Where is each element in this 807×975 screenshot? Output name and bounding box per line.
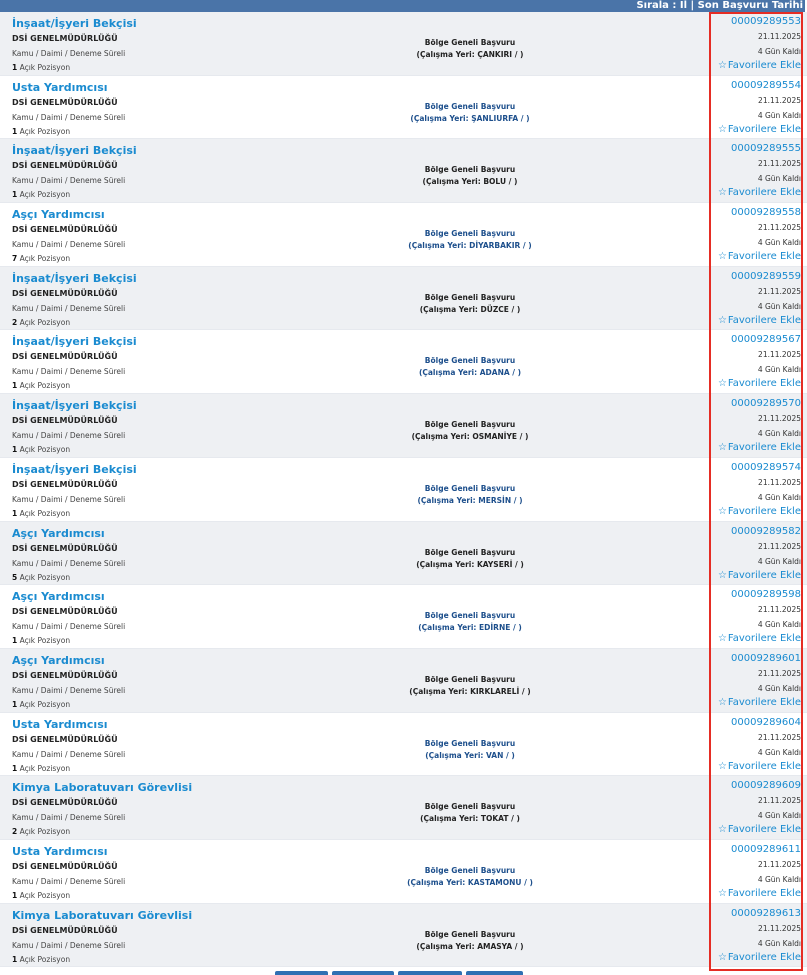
work-location: (Çalışma Yeri: EDİRNE / ) bbox=[418, 623, 522, 633]
positions-label: Açık Pozisyon bbox=[17, 126, 71, 136]
positions-label: Açık Pozisyon bbox=[17, 827, 71, 837]
star-icon: ☆ bbox=[717, 760, 727, 772]
job-title-link[interactable]: İnşaat/İşyeri Bekçisi bbox=[12, 462, 137, 476]
employment-type: Kamu / Daimi / Deneme Süreli bbox=[12, 49, 126, 58]
listing-row[interactable] bbox=[0, 12, 807, 76]
work-location: (Çalışma Yeri: BOLU / ) bbox=[422, 177, 518, 187]
positions-label: Açık Pozisyon bbox=[17, 254, 71, 264]
listing-row[interactable] bbox=[0, 394, 807, 458]
employment-type: Kamu / Daimi / Deneme Süreli bbox=[12, 303, 126, 313]
listing-row[interactable] bbox=[0, 203, 807, 267]
organization-name: DSİ GENELMÜDÜRLÜĞÜ bbox=[12, 34, 118, 43]
listing-code-link[interactable]: 00009289558 bbox=[731, 207, 801, 219]
listing-code-link[interactable]: 00009289555 bbox=[731, 143, 801, 155]
star-icon: ☆ bbox=[717, 887, 727, 899]
organization-name: DSİ GENELMÜDÜRLÜĞÜ bbox=[12, 288, 118, 298]
days-remaining: 4 Gün Kaldı bbox=[757, 683, 801, 693]
job-title-link[interactable]: Kimya Laboratuvarı Görevlisi bbox=[12, 908, 193, 922]
days-remaining: 4 Gün Kaldı bbox=[757, 238, 801, 248]
positions-label: Açık Pozisyon bbox=[17, 763, 71, 773]
positions-count: 1 bbox=[12, 890, 18, 900]
application-scope: Bölge Geneli Başvuru bbox=[424, 165, 516, 175]
job-listings bbox=[0, 12, 807, 967]
listing-code-link[interactable]: 00009289574 bbox=[731, 461, 801, 473]
add-to-favorites-link[interactable] bbox=[718, 60, 801, 71]
positions-count: 5 bbox=[12, 572, 18, 582]
days-remaining: 4 Gün Kaldı bbox=[757, 747, 801, 757]
job-title-link[interactable]: İnşaat/İşyeri Bekçisi bbox=[12, 399, 137, 413]
listing-code-link[interactable]: 00009289601 bbox=[731, 652, 801, 664]
work-location: (Çalışma Yeri: TOKAT / ) bbox=[420, 814, 520, 824]
application-scope: Bölge Geneli Başvuru bbox=[424, 865, 516, 875]
favorites-label: Favorilere Ekle bbox=[727, 824, 801, 836]
add-to-favorites-link[interactable] bbox=[718, 761, 801, 772]
star-icon: ☆ bbox=[717, 60, 727, 71]
work-location: (Çalışma Yeri: KASTAMONU / ) bbox=[407, 877, 533, 887]
work-location: (Çalışma Yeri: DÜZCE / ) bbox=[419, 304, 521, 314]
open-positions bbox=[12, 573, 70, 582]
favorites-label: Favorilere Ekle bbox=[727, 569, 801, 581]
deadline-date: 21.11.2025 bbox=[758, 414, 801, 424]
deadline-date: 21.11.2025 bbox=[758, 732, 801, 742]
employment-type: Kamu / Daimi / Deneme Süreli bbox=[12, 685, 126, 695]
job-title-link[interactable]: Aşçı Yardımcısı bbox=[12, 590, 105, 604]
deadline-date: 21.11.2025 bbox=[758, 223, 801, 233]
organization-name: DSİ GENELMÜDÜRLÜĞÜ bbox=[12, 543, 118, 553]
open-positions bbox=[12, 127, 70, 136]
positions-label: Açık Pozisyon bbox=[17, 699, 71, 709]
positions-label: Açık Pozisyon bbox=[17, 636, 71, 646]
deadline-date: 21.11.2025 bbox=[758, 668, 801, 678]
job-title-link[interactable]: İnşaat/İşyeri Bekçisi bbox=[12, 144, 137, 158]
work-location: (Çalışma Yeri: ADANA / ) bbox=[418, 368, 522, 378]
deadline-date: 21.11.2025 bbox=[758, 159, 801, 169]
pager-button[interactable] bbox=[398, 971, 462, 975]
listing-row[interactable] bbox=[0, 904, 807, 968]
employment-type: Kamu / Daimi / Deneme Süreli bbox=[12, 494, 126, 504]
favorites-label: Favorilere Ekle bbox=[727, 505, 801, 517]
positions-count: 1 bbox=[12, 190, 18, 200]
deadline-date: 21.11.2025 bbox=[758, 605, 801, 615]
listing-code-link[interactable]: 00009289598 bbox=[731, 589, 801, 601]
open-positions bbox=[12, 63, 70, 72]
positions-label: Açık Pozisyon bbox=[17, 381, 71, 391]
sort-label[interactable]: Sırala : İl | Son Başvuru Tarihi bbox=[636, 0, 803, 11]
deadline-date: 21.11.2025 bbox=[758, 477, 801, 487]
add-to-favorites-link[interactable] bbox=[718, 570, 801, 581]
organization-name: DSİ GENELMÜDÜRLÜĞÜ bbox=[12, 161, 118, 171]
open-positions bbox=[12, 827, 70, 836]
favorites-label: Favorilere Ekle bbox=[727, 887, 801, 899]
favorites-label: Favorilere Ekle bbox=[727, 633, 801, 645]
listing-code-link[interactable]: 00009289611 bbox=[731, 843, 801, 855]
positions-label: Açık Pozisyon bbox=[17, 890, 71, 900]
star-icon: ☆ bbox=[717, 378, 727, 390]
application-scope: Bölge Geneli Başvuru bbox=[424, 929, 516, 939]
organization-name: DSİ GENELMÜDÜRLÜĞÜ bbox=[12, 225, 118, 235]
favorites-label: Favorilere Ekle bbox=[727, 378, 801, 390]
work-location: (Çalışma Yeri: OSMANİYE / ) bbox=[411, 432, 529, 442]
add-to-favorites-link[interactable] bbox=[718, 888, 801, 899]
open-positions bbox=[12, 891, 70, 900]
add-to-favorites-link[interactable] bbox=[718, 506, 801, 517]
add-to-favorites-link[interactable] bbox=[718, 633, 801, 644]
job-title-link[interactable]: Usta Yardımcısı bbox=[12, 717, 108, 731]
work-location: (Çalışma Yeri: KAYSERİ / ) bbox=[416, 559, 524, 569]
listing-code-link[interactable]: 00009289567 bbox=[731, 334, 801, 346]
star-icon: ☆ bbox=[717, 633, 727, 645]
employment-type: Kamu / Daimi / Deneme Süreli bbox=[12, 367, 126, 377]
listing-row[interactable] bbox=[0, 776, 807, 840]
open-positions bbox=[12, 381, 70, 390]
favorites-label: Favorilere Ekle bbox=[727, 251, 801, 263]
organization-name: DSİ GENELMÜDÜRLÜĞÜ bbox=[12, 670, 118, 680]
positions-label: Açık Pozisyon bbox=[17, 317, 71, 327]
deadline-date: 21.11.2025 bbox=[758, 541, 801, 551]
application-scope: Bölge Geneli Başvuru bbox=[424, 738, 516, 748]
application-scope: Bölge Geneli Başvuru bbox=[424, 38, 516, 47]
positions-label: Açık Pozisyon bbox=[17, 572, 71, 582]
add-to-favorites-link[interactable] bbox=[718, 442, 801, 453]
application-scope: Bölge Geneli Başvuru bbox=[424, 547, 516, 557]
work-location: (Çalışma Yeri: ŞANLIURFA / ) bbox=[410, 113, 530, 123]
positions-count: 1 bbox=[12, 636, 18, 646]
star-icon: ☆ bbox=[717, 569, 727, 581]
job-title-link[interactable]: İnşaat/İşyeri Bekçisi bbox=[12, 17, 137, 30]
positions-label: Açık Pozisyon bbox=[17, 63, 71, 72]
listing-code-link[interactable]: 00009289609 bbox=[731, 780, 801, 792]
application-scope: Bölge Geneli Başvuru bbox=[424, 802, 516, 812]
open-positions bbox=[12, 764, 70, 773]
work-location: (Çalışma Yeri: AMASYA / ) bbox=[416, 941, 524, 951]
application-scope: Bölge Geneli Başvuru bbox=[424, 420, 516, 430]
listing-code-link[interactable]: 00009289582 bbox=[731, 525, 801, 537]
add-to-favorites-link[interactable] bbox=[718, 315, 801, 326]
deadline-date: 21.11.2025 bbox=[758, 32, 801, 41]
star-icon: ☆ bbox=[717, 314, 727, 326]
positions-count: 2 bbox=[12, 827, 18, 837]
listing-row[interactable] bbox=[0, 585, 807, 649]
organization-name: DSİ GENELMÜDÜRLÜĞÜ bbox=[12, 352, 118, 362]
add-to-favorites-link[interactable] bbox=[718, 187, 801, 198]
add-to-favorites-link[interactable] bbox=[718, 952, 801, 963]
favorites-label: Favorilere Ekle bbox=[727, 123, 801, 135]
favorites-label: Favorilere Ekle bbox=[727, 60, 801, 71]
deadline-date: 21.11.2025 bbox=[758, 923, 801, 933]
listing-code-link[interactable]: 00009289559 bbox=[731, 270, 801, 282]
open-positions bbox=[12, 700, 70, 709]
pager-button[interactable] bbox=[332, 971, 394, 975]
organization-name: DSİ GENELMÜDÜRLÜĞÜ bbox=[12, 97, 118, 107]
days-remaining: 4 Gün Kaldı bbox=[757, 620, 801, 630]
pager-button[interactable] bbox=[275, 971, 328, 975]
open-positions bbox=[12, 318, 70, 327]
pager-button[interactable] bbox=[466, 971, 523, 975]
employment-type: Kamu / Daimi / Deneme Süreli bbox=[12, 622, 126, 632]
employment-type: Kamu / Daimi / Deneme Süreli bbox=[12, 940, 126, 950]
job-title-link[interactable]: Kimya Laboratuvarı Görevlisi bbox=[12, 781, 193, 795]
work-location: (Çalışma Yeri: MERSİN / ) bbox=[417, 495, 523, 505]
open-positions bbox=[12, 190, 70, 199]
job-title-link[interactable]: İnşaat/İşyeri Bekçisi bbox=[12, 271, 137, 285]
star-icon: ☆ bbox=[717, 123, 727, 135]
application-scope: Bölge Geneli Başvuru bbox=[424, 229, 516, 239]
job-title-link[interactable]: Aşçı Yardımcısı bbox=[12, 208, 105, 222]
listing-code-link[interactable]: 00009289554 bbox=[731, 79, 801, 91]
listing-row[interactable] bbox=[0, 458, 807, 522]
days-remaining: 4 Gün Kaldı bbox=[757, 811, 801, 821]
add-to-favorites-link[interactable] bbox=[718, 378, 801, 389]
days-remaining: 4 Gün Kaldı bbox=[757, 47, 801, 56]
application-scope: Bölge Geneli Başvuru bbox=[424, 292, 516, 302]
employment-type: Kamu / Daimi / Deneme Süreli bbox=[12, 431, 126, 441]
employment-type: Kamu / Daimi / Deneme Süreli bbox=[12, 176, 126, 186]
star-icon: ☆ bbox=[717, 251, 727, 263]
star-icon: ☆ bbox=[717, 505, 727, 517]
days-remaining: 4 Gün Kaldı bbox=[757, 174, 801, 184]
application-scope: Bölge Geneli Başvuru bbox=[424, 611, 516, 621]
listing-row[interactable] bbox=[0, 76, 807, 140]
positions-count: 2 bbox=[12, 317, 18, 327]
work-location: (Çalışma Yeri: ÇANKIRI / ) bbox=[416, 50, 524, 59]
deadline-date: 21.11.2025 bbox=[758, 286, 801, 296]
work-location: (Çalışma Yeri: DİYARBAKIR / ) bbox=[408, 241, 532, 251]
add-to-favorites-link[interactable] bbox=[718, 697, 801, 708]
star-icon: ☆ bbox=[717, 442, 727, 454]
job-title-link[interactable]: Aşçı Yardımcısı bbox=[12, 653, 105, 667]
positions-count: 1 bbox=[12, 63, 18, 72]
deadline-date: 21.11.2025 bbox=[758, 796, 801, 806]
deadline-date: 21.11.2025 bbox=[758, 859, 801, 869]
star-icon: ☆ bbox=[717, 824, 727, 836]
organization-name: DSİ GENELMÜDÜRLÜĞÜ bbox=[12, 798, 118, 808]
listing-row[interactable] bbox=[0, 649, 807, 713]
employment-type: Kamu / Daimi / Deneme Süreli bbox=[12, 240, 126, 250]
organization-name: DSİ GENELMÜDÜRLÜĞÜ bbox=[12, 479, 118, 489]
organization-name: DSİ GENELMÜDÜRLÜĞÜ bbox=[12, 416, 118, 426]
positions-count: 7 bbox=[12, 254, 18, 264]
sort-header-bar[interactable] bbox=[0, 0, 805, 12]
listing-code-link[interactable]: 00009289613 bbox=[731, 907, 801, 919]
add-to-favorites-link[interactable] bbox=[718, 124, 801, 135]
job-title-link[interactable]: İnşaat/İşyeri Bekçisi bbox=[12, 335, 137, 349]
listing-row[interactable] bbox=[0, 522, 807, 586]
listing-code-link[interactable]: 00009289570 bbox=[731, 398, 801, 410]
work-location: (Çalışma Yeri: KIRKLARELİ / ) bbox=[409, 686, 531, 696]
open-positions bbox=[12, 636, 70, 645]
days-remaining: 4 Gün Kaldı bbox=[757, 365, 801, 375]
listing-row[interactable] bbox=[0, 840, 807, 904]
positions-count: 1 bbox=[12, 445, 18, 455]
days-remaining: 4 Gün Kaldı bbox=[757, 110, 801, 120]
open-positions bbox=[12, 509, 70, 518]
job-title-link[interactable]: Aşçı Yardımcısı bbox=[12, 526, 105, 540]
favorites-label: Favorilere Ekle bbox=[727, 314, 801, 326]
star-icon: ☆ bbox=[717, 696, 727, 708]
open-positions bbox=[12, 254, 70, 263]
positions-label: Açık Pozisyon bbox=[17, 954, 71, 964]
positions-count: 1 bbox=[12, 381, 18, 391]
positions-count: 1 bbox=[12, 508, 18, 518]
positions-count: 1 bbox=[12, 699, 18, 709]
days-remaining: 4 Gün Kaldı bbox=[757, 556, 801, 566]
employment-type: Kamu / Daimi / Deneme Süreli bbox=[12, 749, 126, 759]
job-title-link[interactable]: Usta Yardımcısı bbox=[12, 80, 108, 94]
favorites-label: Favorilere Ekle bbox=[727, 442, 801, 454]
add-to-favorites-link[interactable] bbox=[718, 251, 801, 262]
application-scope: Bölge Geneli Başvuru bbox=[424, 356, 516, 366]
employment-type: Kamu / Daimi / Deneme Süreli bbox=[12, 112, 126, 122]
organization-name: DSİ GENELMÜDÜRLÜĞÜ bbox=[12, 607, 118, 617]
star-icon: ☆ bbox=[717, 187, 727, 199]
days-remaining: 4 Gün Kaldı bbox=[757, 492, 801, 502]
open-positions bbox=[12, 445, 70, 454]
days-remaining: 4 Gün Kaldı bbox=[757, 429, 801, 439]
favorites-label: Favorilere Ekle bbox=[727, 760, 801, 772]
favorites-label: Favorilere Ekle bbox=[727, 187, 801, 199]
positions-count: 1 bbox=[12, 126, 18, 136]
favorites-label: Favorilere Ekle bbox=[727, 951, 801, 963]
employment-type: Kamu / Daimi / Deneme Süreli bbox=[12, 558, 126, 568]
application-scope: Bölge Geneli Başvuru bbox=[424, 674, 516, 684]
listing-row[interactable] bbox=[0, 713, 807, 777]
employment-type: Kamu / Daimi / Deneme Süreli bbox=[12, 876, 126, 886]
open-positions bbox=[12, 955, 70, 964]
organization-name: DSİ GENELMÜDÜRLÜĞÜ bbox=[12, 861, 118, 871]
favorites-label: Favorilere Ekle bbox=[727, 696, 801, 708]
positions-label: Açık Pozisyon bbox=[17, 508, 71, 518]
application-scope: Bölge Geneli Başvuru bbox=[424, 101, 516, 111]
organization-name: DSİ GENELMÜDÜRLÜĞÜ bbox=[12, 734, 118, 744]
listing-code-link[interactable]: 00009289604 bbox=[731, 716, 801, 728]
deadline-date: 21.11.2025 bbox=[758, 350, 801, 360]
listing-row[interactable] bbox=[0, 330, 807, 394]
job-title-link[interactable]: Usta Yardımcısı bbox=[12, 844, 108, 858]
positions-count: 1 bbox=[12, 954, 18, 964]
application-scope: Bölge Geneli Başvuru bbox=[424, 483, 516, 493]
employment-type: Kamu / Daimi / Deneme Süreli bbox=[12, 813, 126, 823]
listing-code-link[interactable]: 00009289553 bbox=[731, 16, 801, 27]
positions-label: Açık Pozisyon bbox=[17, 445, 71, 455]
organization-name: DSİ GENELMÜDÜRLÜĞÜ bbox=[12, 925, 118, 935]
days-remaining: 4 Gün Kaldı bbox=[757, 874, 801, 884]
positions-label: Açık Pozisyon bbox=[17, 190, 71, 200]
days-remaining: 4 Gün Kaldı bbox=[757, 301, 801, 311]
add-to-favorites-link[interactable] bbox=[718, 824, 801, 835]
positions-count: 1 bbox=[12, 763, 18, 773]
star-icon: ☆ bbox=[717, 951, 727, 963]
deadline-date: 21.11.2025 bbox=[758, 95, 801, 105]
listing-row[interactable] bbox=[0, 139, 807, 203]
listing-row[interactable] bbox=[0, 267, 807, 331]
work-location: (Çalışma Yeri: VAN / ) bbox=[425, 750, 515, 760]
days-remaining: 4 Gün Kaldı bbox=[757, 938, 801, 948]
